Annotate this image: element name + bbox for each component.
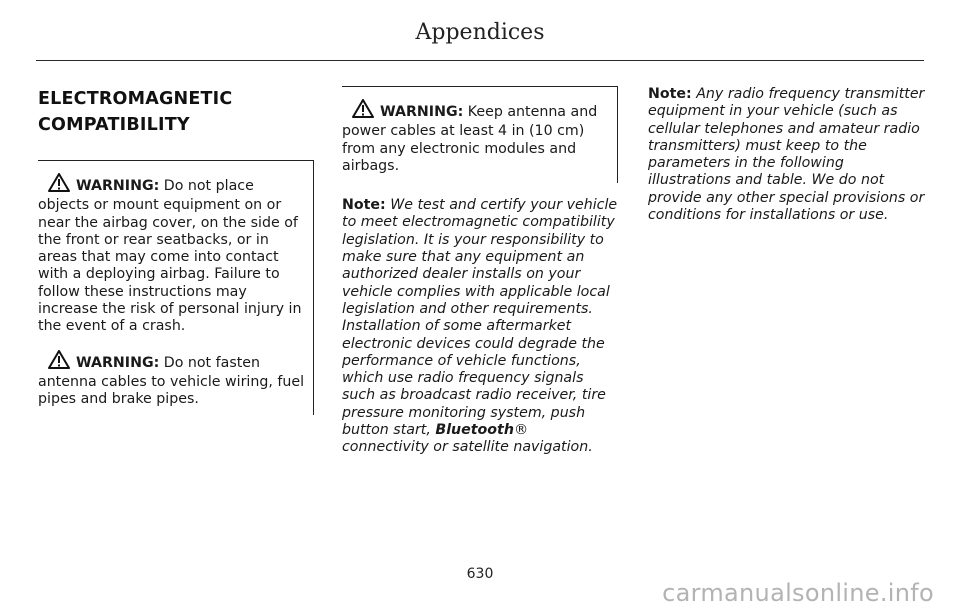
section-title-line-1: ELECTROMAGNETIC [38, 89, 233, 109]
watermark: carmanualsonline.info [662, 579, 934, 607]
note-label: Note: [648, 86, 692, 102]
warning-text: Keep antenna and power cables at least 4 in (10 cm) from any electronic modules and airbags. [342, 104, 598, 174]
bluetooth-term: Bluetooth [435, 422, 514, 439]
note-label: Note: [342, 197, 386, 214]
warning-label: WARNING: [76, 178, 160, 194]
note-text: Any radio frequency transmitter equipment in your vehicle (such as cellular telephones and amateur radio transmitters) must keep to the parameters in the following illustrations and table. We do not provide any other special provisions or conditions for installations or use. [648, 86, 925, 224]
warning-box-1 [38, 160, 314, 415]
header-rule [36, 60, 924, 61]
warning-text: Do not place objects or mount equipment on or near the airbag cover, on the side of the front or rear seatbacks, or in areas that may come into contact with a deploying airbag. Failure to follow these instructions may increase the risk of personal injury in the event of a crash. [38, 178, 302, 335]
page-number: 630 [466, 566, 494, 582]
section-title-line-2: COMPATIBILITY [38, 115, 190, 135]
warning-label: WARNING: [380, 104, 464, 120]
warning-triangle-icon [48, 350, 70, 374]
note-text-part-1: We test and certify your vehicle to meet electromagnetic compatibility legislation. It is your responsibility to make sure that any equipment an authorized dealer installs on your vehicle complies with applicable local legislation and other requirements. Installation of some aftermarket electronic devices could degrade the performance of vehicle functions, which use radio frequency signals such as broadcast radio receiver, tire pressure monitoring system, push button start, [342, 197, 618, 439]
note-rf-transmitter [648, 86, 928, 224]
page-header-title: Appendices [415, 20, 545, 45]
column-3 [648, 86, 928, 224]
note-emc-certification [342, 197, 618, 456]
warning-power-cables [342, 99, 613, 175]
column-2 [342, 86, 618, 457]
warning-triangle-icon [48, 173, 70, 197]
column-1 [38, 86, 314, 415]
note-text-part-2: ® connectivity or satellite navigation. [342, 422, 593, 456]
warning-airbag [38, 173, 309, 336]
warning-box-2 [342, 86, 618, 183]
warning-triangle-icon [352, 99, 374, 123]
warning-label: WARNING: [76, 354, 160, 371]
section-title [38, 86, 314, 138]
warning-text: Do not fasten antenna cables to vehicle wiring, fuel pipes and brake pipes. [38, 354, 305, 408]
warning-antenna-cables [38, 350, 309, 409]
